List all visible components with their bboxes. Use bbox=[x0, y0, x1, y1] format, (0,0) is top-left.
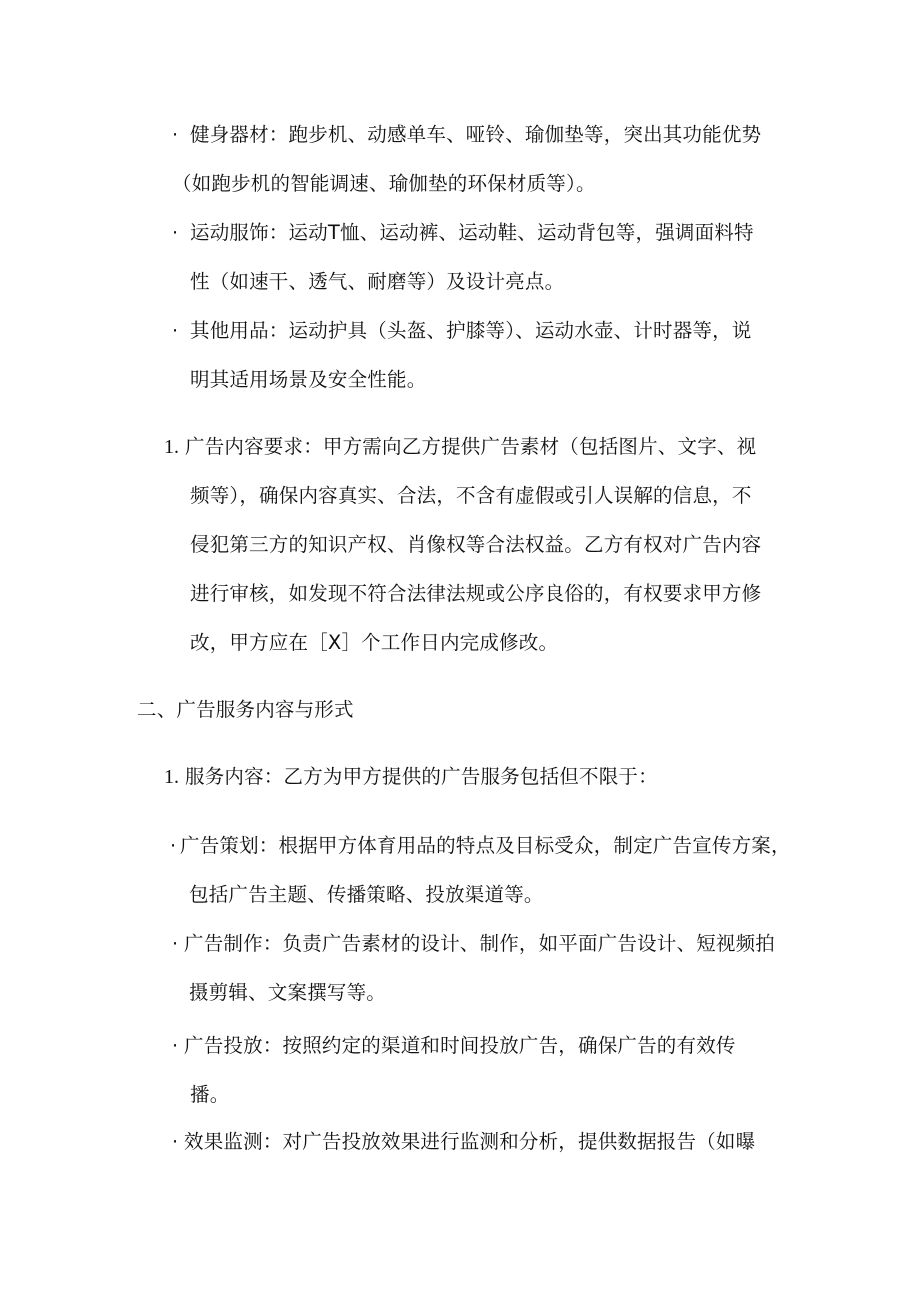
service-planning-line-1: 广告策划：根据甲方体育用品的特点及目标受众，制定广告宣传方案， bbox=[180, 834, 791, 857]
ad-requirements-line-5: 改，甲方应在［X］个工作日内完成修改。 bbox=[190, 631, 559, 654]
product-fitness-line-1: 健身器材：跑步机、动感单车、哑铃、瑜伽垫等，突出其功能优势 bbox=[190, 123, 762, 146]
service-placement-line-1: 广告投放：按照约定的渠道和时间投放广告，确保广告的有效传 bbox=[184, 1034, 736, 1057]
bullet-icon: · bbox=[170, 835, 177, 857]
service-content-text: 服务内容：乙方为甲方提供的广告服务包括但不限于： bbox=[185, 765, 658, 788]
service-production-line-1: 广告制作：负责广告素材的设计、制作，如平面广告设计、短视频拍 bbox=[184, 932, 776, 955]
product-apparel-line-2: 性（如速干、透气、耐磨等）及设计亮点。 bbox=[190, 270, 565, 293]
ad-requirements-line-4: 进行审核，如发现不符合法律法规或公序良俗的，有权要求甲方修 bbox=[190, 582, 762, 605]
bullet-icon: · bbox=[172, 1035, 179, 1057]
service-production-line-2: 摄剪辑、文案撰写等。 bbox=[189, 981, 387, 1004]
bullet-icon: · bbox=[172, 222, 179, 244]
product-other-line-2: 明其适用场景及安全性能。 bbox=[190, 368, 427, 391]
service-monitoring-line-1: 效果监测：对广告投放效果进行监测和分析，提供数据报告（如曝 bbox=[184, 1130, 756, 1153]
bullet-icon: · bbox=[172, 933, 179, 955]
product-fitness-line-2: （如跑步机的智能调速、瑜伽垫的环保材质等）。 bbox=[172, 172, 596, 195]
bullet-icon: · bbox=[172, 1131, 179, 1153]
service-content-number: 1. bbox=[164, 766, 179, 788]
section-two-heading: 二、广告服务内容与形式 bbox=[137, 698, 354, 721]
service-planning-line-2: 包括广告主题、传播策略、投放渠道等。 bbox=[189, 883, 544, 906]
ad-requirements-line-1: 广告内容要求：甲方需向乙方提供广告素材（包括图片、文字、视 bbox=[185, 435, 757, 458]
ad-requirements-number: 1. bbox=[164, 436, 179, 458]
bullet-icon: · bbox=[172, 124, 179, 146]
ad-requirements-line-3: 侵犯第三方的知识产权、肖像权等合法权益。乙方有权对广告内容 bbox=[190, 533, 762, 556]
ad-requirements-line-2: 频等），确保内容真实、合法，不含有虚假或引人误解的信息，不 bbox=[190, 484, 752, 507]
service-placement-line-2: 播。 bbox=[190, 1083, 230, 1106]
bullet-icon: · bbox=[172, 320, 179, 342]
product-other-line-1: 其他用品：运动护具（头盔、护膝等）、运动水壶、计时器等，说 bbox=[190, 319, 752, 342]
product-apparel-line-1: 运动服饰：运动T恤、运动裤、运动鞋、运动背包等，强调面料特 bbox=[190, 221, 754, 244]
